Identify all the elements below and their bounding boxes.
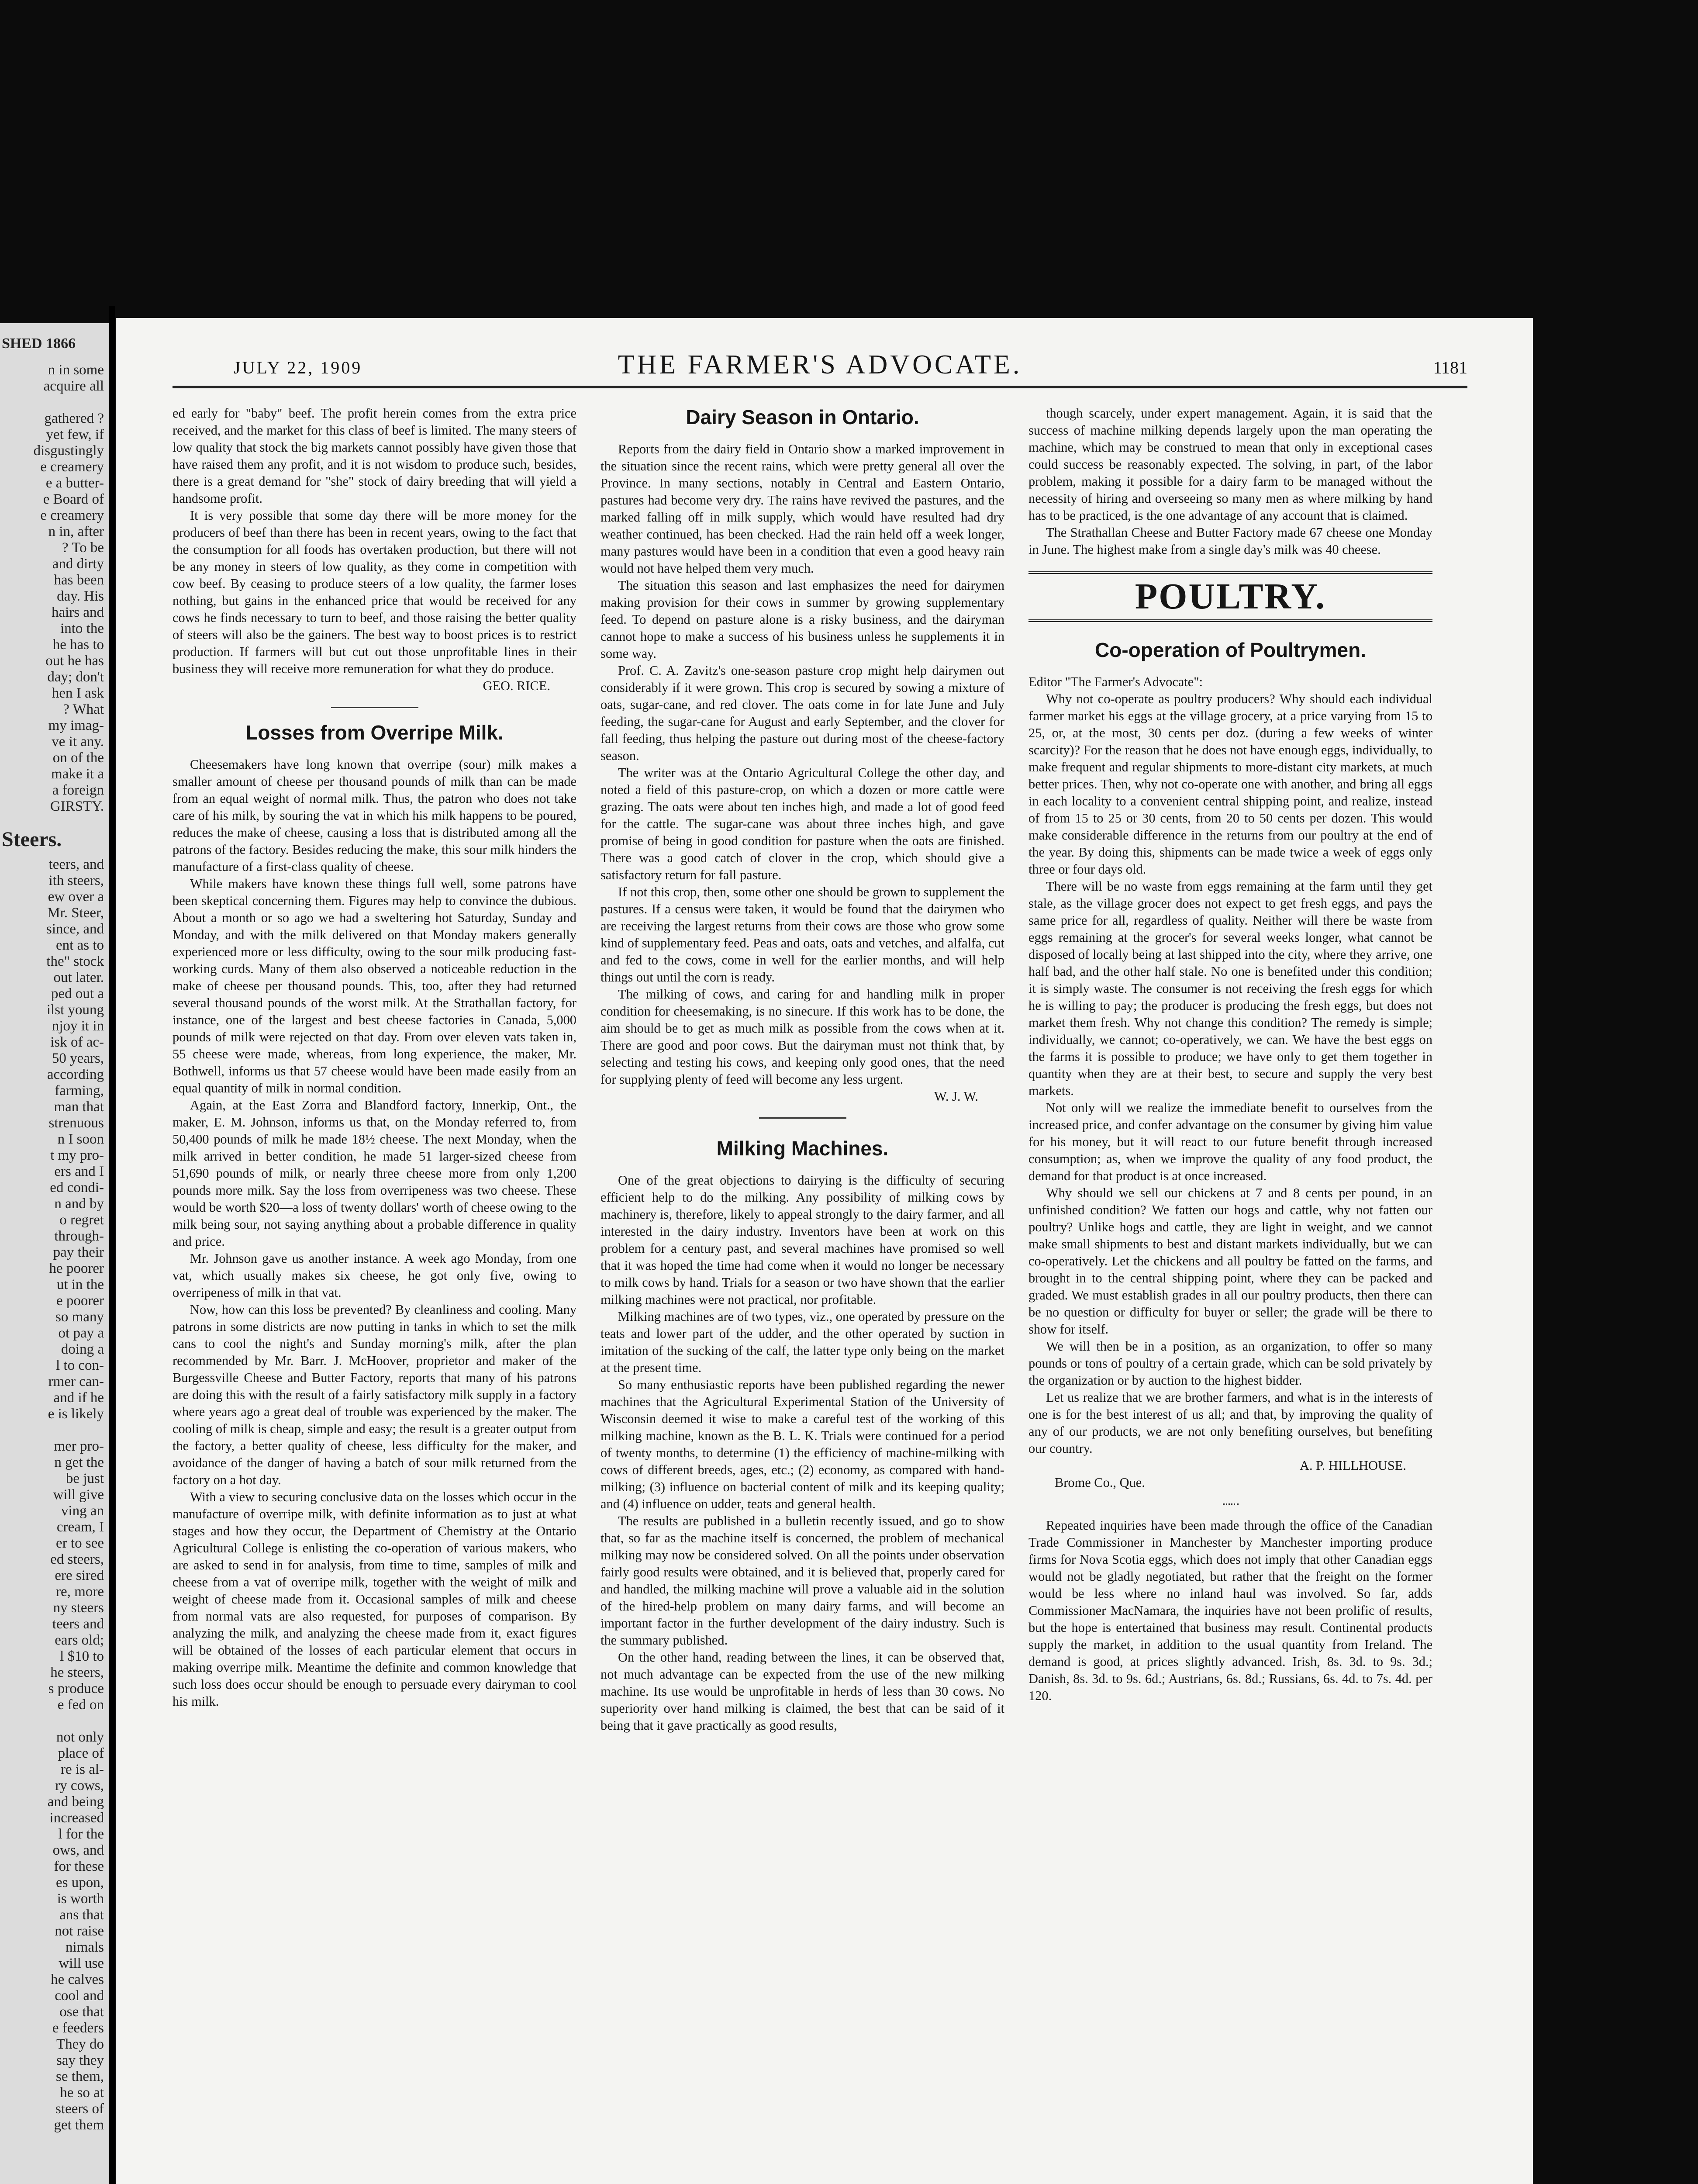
paragraph: Milking machines are of two types, viz., one operated by pressure on the teats and lower part of the udder, and the other operated by suction in imitation of the sucking of the calf, the latter type only being on the market at the present time. [601, 1309, 1004, 1375]
text-fragment: n in, after [48, 524, 104, 539]
text-fragment [0, 394, 109, 411]
article-title: Dairy Season in Ontario. [686, 406, 919, 429]
text-fragment: njoy it in [52, 1018, 104, 1034]
text-fragment: he has to [52, 637, 104, 653]
overripe-milk-article-body [173, 756, 576, 1710]
text-fragment: e a butter- [45, 475, 104, 491]
text-fragment: e Board of [43, 491, 104, 507]
divider-rule [759, 1117, 846, 1119]
paragraph: Now, how can this loss be prevented? By cleanliness and cooling. Many patrons in some districts are now putting in tanks in which to set the milk cans to cool the night's and Sunday morning's milk, after the plan recommended by Mr. Barr. J. McHoover, proprietor and maker of the Burgessville Cheese and Butter Factory, reports that many of his patrons are doing this with the result of a fairly satisfactory milk supply in a factory where years ago a great deal of trouble was experienced by the maker. The cooling of milk is cheap, simple and easy; the result is a greater output from the factory, a better quality of cheese, less difficulty for the maker, and avoidance of the danger of having a batch of sour milk returned from the factory on a hot day. [173, 1302, 576, 1487]
text-fragment: doing a [61, 1341, 104, 1357]
text-fragment: ent as to [56, 937, 104, 953]
text-fragment: ped out a [51, 986, 104, 1002]
paragraph: It is very possible that some day there will be more money for the producers of beef than there has been in recent years, owing to the fact that the consumption for all foods has overtaken production, but there will not be any money in steers of low quality, as they come in competition with cow beef. By ceasing to produce steers of a low quality, the farmer loses nothing, but gains in the enhanced price that would be received for any cows he finds necessary to turn to beef, and those raising the better quality of steers will also be the gainers. The best way to boost prices is to restrict production. If farmers will but cut out those unprofitable lines in their business they will receive more remuneration for what they do produce. [173, 508, 576, 676]
text-fragment: n in some [48, 362, 104, 378]
paragraph: The results are published in a bulletin recently issued, and go to show that, so far as the machine itself is concerned, the problem of mechanical milking may now be considered solved. On all the points under observation fairly good results were obtained, and it is believed that, properly cared for and handled, the milking machine will prove a valuable aid in the solution of the hired-help problem on many dairy farms, and will become an important factor in the further development of the dairy industry. Such is the summary published. [601, 1514, 1004, 1648]
paragraph: The milking of cows, and caring for and handling milk in proper condition for cheesemaking, is no sinecure. If this work has to be done, the aim should be to get as much milk as possible from the cows when at it. There are good and poor cows. But the dairyman must not think that, by selecting and testing his cows, and keeping only good ones, that the need for supplying plenty of feed will become any less urgent. [601, 987, 1004, 1087]
issue-date: JULY 22, 1909 [234, 358, 362, 377]
text-fragment: ilst young [46, 1002, 104, 1018]
text-fragment: es upon, [56, 1875, 104, 1890]
paragraph: Repeated inquiries have been made through the office of the Canadian Trade Commissioner in Manchester by Manchester importing produce firms for Nova Scotia eggs, which does not imply that other Canadian eggs would not be gladly negotiated, but rather that the freight on the former would be less where no inland haul was involved. So far, adds Commissioner MacNamara, the inquiries have not been prolific of results, but the hope is entertained that business may result. Continental products supply the market, in addition to the usual quantity from Ireland. The demand is good, at prices slightly advanced. Irish, 8s. 3d. to 9s. 3d.; Danish, 8s. 3d. to 9s. 6d.; Austrians, 6s. 8d.; Russians, 6s. 4d. to 7s. 4d. per 120. [1028, 1518, 1432, 1703]
text-fragment: man that [54, 1099, 104, 1115]
text-fragment: increased [49, 1810, 104, 1826]
column-1 [173, 405, 576, 1734]
text-fragment: ed steers, [50, 1552, 104, 1567]
paragraph: So many enthusiastic reports have been published regarding the newer machines that the Agricultural Experimental Station of the University of Wisconsin deemed it wise to make a careful test of the working of this milking machine, known as the B. L. K. Trials were continued for a period of twenty months, to determine (1) the efficiency of machine-milking with cows of different breeds, ages, etc.; (2) economy, as compared with hand-milking; (3) influence on bacterial content of milk and its keeping quality; and (4) influence on udder, teats and general health. [601, 1377, 1004, 1511]
text-fragment: ? What [63, 702, 104, 717]
text-fragment: l for the [58, 1826, 104, 1842]
text-fragment: is worth [57, 1891, 104, 1907]
text-fragment: ans that [59, 1907, 104, 1923]
paragraph: Again, at the East Zorra and Blandford factory, Innerkip, Ont., the maker, E. M. Johnson, informs us that, on the Monday referred to, from 50,400 pounds of milk he made 18½ cheese. The next Monday, when the milk arrived in better condition, he made 51 larger-sized cheese from 51,690 pounds of milk, or nearly three cheese more from only 1,200 pounds more milk. Say the loss from overripeness was two cheese. These would be worth $20—a loss of twenty dollars' worth of cheese owing to the milk being sour, not saying anything about a probable difference in quality and price. [173, 1098, 576, 1249]
text-fragment: make it a [51, 766, 104, 782]
text-fragment: get them [54, 2117, 104, 2133]
text-fragment: a foreign [52, 782, 104, 798]
article-title: Co-operation of Poultrymen. [1095, 639, 1366, 661]
text-fragment: re, more [56, 1584, 104, 1600]
text-fragment: ith steers, [48, 873, 104, 888]
text-fragment: e fed on [57, 1697, 104, 1713]
dairy-season-article-body [601, 441, 1004, 1088]
text-fragment: n get the [54, 1455, 104, 1470]
beef-article-continuation [173, 405, 576, 695]
text-fragment: mer pro- [54, 1438, 104, 1454]
book-gutter [109, 306, 115, 2184]
divider-rule [331, 707, 418, 708]
text-fragment: cream, I [56, 1519, 104, 1535]
article-signature: W. J. W. [934, 1089, 978, 1104]
newspaper-page [116, 318, 1533, 2184]
text-fragment: n I soon [57, 1131, 104, 1147]
adjacent-page-date: SHED 1866 [2, 335, 76, 352]
text-fragment: isk of ac- [50, 1034, 104, 1050]
text-fragment: e poorer [56, 1293, 104, 1309]
text-fragment: ose that [59, 2004, 104, 2020]
article-signature: GEO. RICE. [483, 678, 550, 693]
publication-title: THE FARMER'S ADVOCATE. [618, 350, 1022, 380]
text-fragment: They do [56, 2036, 104, 2052]
text-fragment: gathered ? [44, 411, 104, 426]
paragraph: One of the great objections to dairying is the difficulty of securing efficient help to do the milking. Any possibility of milking cows by machinery is, therefore, likely to appeal strongly to the dairy farmer, and all interested in the dairy industry. Inventors have been at work on this problem for a century past, and several machines have promised so well that it was hoped the time had come when it would no longer be necessary to milk cows by hand. Trials for a season or two have shown that the earlier milking machines were not practical, nor profitable. [601, 1173, 1004, 1307]
text-fragment: ears old; [55, 1632, 104, 1648]
text-fragment: he calves [51, 1972, 104, 1987]
text-fragment: l to con- [56, 1358, 104, 1373]
eggs-inquiry-article-body [1028, 1517, 1432, 1704]
text-fragment: e creamery [40, 459, 104, 475]
text-fragment: and being [47, 1794, 104, 1810]
text-fragment: ew over a [48, 889, 104, 905]
editor-salutation: Editor "The Farmer's Advocate": [1028, 674, 1203, 689]
text-fragment: ed condi- [50, 1180, 104, 1196]
text-fragment: s produce [48, 1681, 104, 1697]
text-columns [173, 405, 1467, 1734]
paragraph: Why should we sell our chickens at 7 and 8 cents per pound, in an unfinished condition? We fatten our hogs and cattle, why not fatten our poultry? Unlike hogs and cattle, they are light in weight, and we cannot make small shipments to best and distant markets individually, but we can co-operatively. Let the chickens and all poultry be fatted on the farms, and brought in to the central shipping point, where they can be packed and graded. We must establish grades in all our poultry products, then there can be no question or difficulty for buyer or seller; the grade will be there to show for itself. [1028, 1185, 1432, 1337]
text-fragment: teers and [52, 1616, 104, 1632]
paragraph: Prof. C. A. Zavitz's one-season pasture crop might help dairymen out considerably if it were grown. This crop is secured by sowing a mixture of oats, sugar-cane, and red clover. The oats come in for late June and July feeding, the sugar-cane for August and early September, and the clover for fall feeding, thus helping the pasture out during most of the cheese-factory season. [601, 663, 1004, 763]
paragraph: Mr. Johnson gave us another instance. A week ago Monday, from one vat, which usually makes six cheese, he got only five, owing to overripeness of milk in that vat. [173, 1251, 576, 1300]
adjacent-page-fragment [0, 323, 109, 2184]
text-fragment: not raise [55, 1923, 104, 1939]
paragraph: Reports from the dairy field in Ontario show a marked improvement in the situation since the recent rains, which were pretty general all over the Province. In many sections, notably in Central and Eastern Ontario, pastures had become very dry. The rains have revived the pastures, and the marked falling off in milk supply, which would have resulted had dry weather continued, has been checked. Had the rain held off a week longer, many pastures would have been in a condition that even a good heavy rain would not have helped them very much. [601, 442, 1004, 576]
paragraph: While makers have known these things full well, some patrons have been skeptical concerning them. Figures may help to convince the dubious. About a month or so ago we had a sweltering hot Saturday, Sunday and Monday, and with the milk delivered on that Monday makers generally experienced more or less difficulty, owing to the sour milk producing fast-working curds. Many of them also observed a noticeable reduction in the make of cheese per thousand pounds. This, too, after they had returned several thousand pounds of the worst milk. At the Strathallan factory, for instance, one of the largest and best cheese factories in Canada, 5,000 pounds of milk were rejected on that day. From over eleven vats taken in, 55 cheese were made, whereas, from long experience, the maker, Mr. Bothwell, informs us that 57 cheese would have been made easily from an equal quantity of milk in normal condition. [173, 876, 576, 1095]
text-fragment: out later. [53, 970, 104, 985]
paragraph: The Strathallan Cheese and Butter Factory made 67 cheese one Monday in June. The highest make from a single day's milk was 40 cheese. [1028, 525, 1432, 557]
text-fragment: 50 years, [52, 1051, 104, 1066]
text-fragment: e creamery [40, 508, 104, 523]
article-signature: A. P. HILLHOUSE. [1300, 1458, 1406, 1473]
column-3 [1028, 405, 1432, 1734]
paragraph: On the other hand, reading between the lines, it can be observed that, not much advantage can be expected from the use of the new milking machine. Its use would be unprofitable in herds of less than 30 cows. No superiority over hand milking is claimed, the best that can be said of it being that it gave practically as good results, [601, 1650, 1004, 1733]
text-fragment: he poorer [49, 1261, 104, 1276]
text-fragment: according [47, 1067, 104, 1082]
text-fragment: ve it any. [52, 734, 104, 750]
text-fragment: teers, and [48, 857, 104, 872]
paragraph: Cheesemakers have long known that overripe (sour) milk makes a smaller amount of cheese per thousand pounds of milk than can be made from an equal weight of normal milk. Thus, the patron who does not take care of his milk, by souring the vat in which his milk happens to be poured, reduces the make of cheese, causing a loss that is distributed among all the patrons of the factory. Besides reducing the make, this sour milk hinders the manufacture of a first-class quality of cheese. [173, 757, 576, 874]
column-2 [601, 405, 1004, 1734]
text-fragment [0, 1422, 109, 1438]
text-fragment: not only [56, 1729, 104, 1745]
text-fragment: day; don't [47, 669, 104, 685]
text-fragment: n and by [54, 1196, 104, 1212]
text-fragment: o regret [59, 1212, 104, 1228]
paragraph: Let us realize that we are brother farmers, and what is in the interests of one is for the best interest of us all; and that, by improving the quality of any of our products, we are not only benefiting ourselves, but benefiting our country. [1028, 1390, 1432, 1456]
paragraph: ed early for "baby" beef. The profit herein comes from the extra price received, and the market for this class of beef is limited. The many steers of low quality that stock the big markets cannot possibly have given those that have raised them any profit, and it is not wisdom to produce such, besides, there is a great demand for "she" stock of dairy breeding that will yield a handsome profit. [173, 406, 576, 506]
text-fragment: my imag- [48, 718, 104, 733]
text-fragment: ny steers [53, 1600, 104, 1616]
text-fragment: disgustingly [33, 443, 104, 459]
text-fragment: ot pay a [58, 1325, 104, 1341]
paragraph: With a view to securing conclusive data on the losses which occur in the manufacture of overripe milk, with definite information as to just at what stages and how they occur, the Department of Chemistry at the Ontario Agricultural College is enlisting the co-operation of various makers, who are asked to send in for analysis, from time to time, samples of milk and cheese from a vat of overripe milk, together with the weight of milk and weight of cheese made from it. Occasional samples of milk and cheese from normal vats are also requested, for purposes of comparison. By analyzing the milk, and analyzing the cheese made from it, exact figures will be obtained of the losses of each particular element that occurs in making overripe milk. Meantime the definite and common knowledge that such loss does occur should be enough to persuade every dairyman to cool his milk. [173, 1489, 576, 1709]
masthead [173, 344, 1467, 388]
divider-rule [1223, 1503, 1239, 1505]
article-location: Brome Co., Que. [1055, 1475, 1145, 1490]
text-fragment: t my pro- [50, 1147, 104, 1163]
text-fragment: through- [54, 1228, 104, 1244]
paragraph: There will be no waste from eggs remaining at the farm until they get stale, as the village grocer does not expect to get fresh eggs, and pays the same price for all, regardless of quality. Neither will there be waste from eggs remaining at the grocer's for several weeks longer, what cannot be disposed of locally being at last shipped into the city, where they arrive, one half bad, and the other half stale. No one is benefited under this condition; it is simply waste. The consumer is not receiving the fresh eggs for which he is willing to pay; the producer is producing the fresh eggs, but does not market them fresh. Why not change this condition? The remedy is simple; individually, we cannot; co-operatively, we can. We have the best eggs on the farms it is possible to produce; we have only to get them together in quantity when they are at their best, to secure and supply the very best markets. [1028, 879, 1432, 1098]
text-fragment: rmer can- [48, 1374, 104, 1389]
paragraph: Not only will we realize the immediate benefit to ourselves from the increased price, and confer advantage on the consumer by giving him value for his money, but it will react to our future benefit through increased consumption; as, when we improve the quality of any food product, the demand for that product is at once increased. [1028, 1100, 1432, 1183]
text-fragment: and if he [53, 1390, 104, 1406]
text-fragment: will use [59, 1956, 104, 1971]
text-fragment: out he has [45, 653, 104, 669]
text-fragment: so many [55, 1309, 104, 1325]
text-fragment: since, and [46, 921, 104, 937]
text-fragment: re is al- [61, 1762, 104, 1777]
text-fragment [0, 1713, 109, 1729]
text-fragment: se them, [56, 2069, 104, 2084]
text-fragment: will give [53, 1487, 104, 1503]
milking-machines-article-body [601, 1172, 1004, 1734]
text-fragment: place of [58, 1745, 104, 1761]
paragraph: If not this crop, then, some other one should be grown to supplement the pastures. If a census were taken, it would be found that the dairymen who are receiving the largest returns from their cows are those who grow some kind of supplementary feed. Peas and oats, oats and vetches, and alfalfa, cut and fed to the cows, come in well for the earlier months, and will help things out until the corn is ready. [601, 885, 1004, 985]
paragraph: though scarcely, under expert management. Again, it is said that the success of machine milking depends largely upon the man operating the machine, which may be construed to mean that only in exceptional cases could success be reasonably expected. The solving, in part, of the labor problem, making it possible for a dairy farm to be managed without the necessity of hiring and overseeing so many men as where milking by hand has to be practiced, is the one advantage of any account that is claimed. [1028, 406, 1432, 523]
text-fragment: e feeders [52, 2020, 104, 2036]
text-fragment: Mr. Steer, [47, 905, 104, 921]
text-fragment: ere sired [55, 1568, 104, 1583]
text-fragment: yet few, if [46, 427, 104, 442]
paragraph: The writer was at the Ontario Agricultural College the other day, and noted a field of this pasture-crop, on which a dozen or more cattle were grazing. The oats were about ten inches high, and made a lot of good feed for the cattle. The sugar-cane was about three inches high, and gave promise of being in good condition for pasture when the oats are finished. There was a good catch of clover in the crop, which should give a satisfactory return for fall pasture. [601, 765, 1004, 882]
text-fragment: has been [54, 572, 104, 588]
text-fragment: acquire all [43, 378, 104, 394]
poultry-article-body [1028, 691, 1432, 1457]
text-fragment: ving an [61, 1503, 104, 1519]
text-fragment: ry cows, [55, 1778, 104, 1794]
text-fragment: hairs and [51, 605, 104, 620]
text-fragment: e is likely [48, 1406, 104, 1422]
text-fragment: steers of [55, 2101, 104, 2117]
article-title: Losses from Overripe Milk. [245, 721, 504, 744]
paragraph: Why not co-operate as poultry producers? Why should each individual farmer market his eggs at the village grocery, at a price varying from 15 to 25, or, at the most, 30 cents per doz. (during a few weeks of winter scarcity)? For the reason that he does not have enough eggs, individually, to make frequent and regular shipments to more-distant city markets, at much better prices. Then, why not co-operate one with another, and bring all eggs in each locality to a convenient central shipping point, and realize, instead of from 15 to 25 or 30 cents, from 20 to 50 cents per dozen. This would make considerable difference in the returns from our poultry at the end of the year. By doing this, shipments can be made twice a week of eggs only three or four days old. [1028, 691, 1432, 877]
adjacent-page-text-b [0, 857, 109, 2133]
text-fragment: strenuous [48, 1115, 104, 1131]
text-fragment: for these [54, 1859, 104, 1874]
text-fragment: be just [66, 1471, 104, 1486]
adjacent-page-heading: Steers. [2, 828, 62, 851]
text-fragment: ? To be [62, 540, 104, 556]
text-fragment: nimals [66, 1939, 104, 1955]
text-fragment: on of the [52, 750, 104, 766]
text-fragment: and dirty [52, 556, 104, 572]
article-title: Milking Machines. [716, 1137, 889, 1160]
text-fragment: ows, and [52, 1842, 104, 1858]
text-fragment: he so at [60, 2085, 104, 2101]
text-fragment: say they [56, 2053, 104, 2068]
text-fragment: ut in the [56, 1277, 104, 1292]
paragraph: The situation this season and last emphasizes the need for dairymen making provision for their cows in summer by growing supplementary feed. To depend on pasture alone is a risky business, and the dairyman cannot hope to make a success of his business unless he supplements it in some way. [601, 578, 1004, 661]
text-fragment: ers and I [54, 1164, 104, 1179]
milking-machines-continuation [1028, 405, 1432, 558]
text-fragment: pay their [53, 1244, 104, 1260]
text-fragment: into the [60, 621, 104, 636]
text-fragment: farming, [55, 1083, 104, 1099]
text-fragment: the" stock [46, 954, 104, 969]
text-fragment: GIRSTY. [50, 798, 104, 814]
text-fragment: hen I ask [52, 685, 104, 701]
text-fragment: day. His [57, 588, 104, 604]
section-heading: POULTRY. [1028, 571, 1432, 622]
paragraph: We will then be in a position, as an organization, to offer so many pounds or tons of poultry of a certain grade, which can be sold privately by the organization or by auction to the highest bidder. [1028, 1339, 1432, 1388]
page-number: 1181 [1433, 358, 1467, 377]
text-fragment: l $10 to [60, 1648, 104, 1664]
text-fragment: er to see [56, 1535, 104, 1551]
adjacent-page-text-a [0, 362, 109, 815]
text-fragment: cool and [55, 1988, 104, 2004]
text-fragment: he steers, [50, 1665, 104, 1680]
